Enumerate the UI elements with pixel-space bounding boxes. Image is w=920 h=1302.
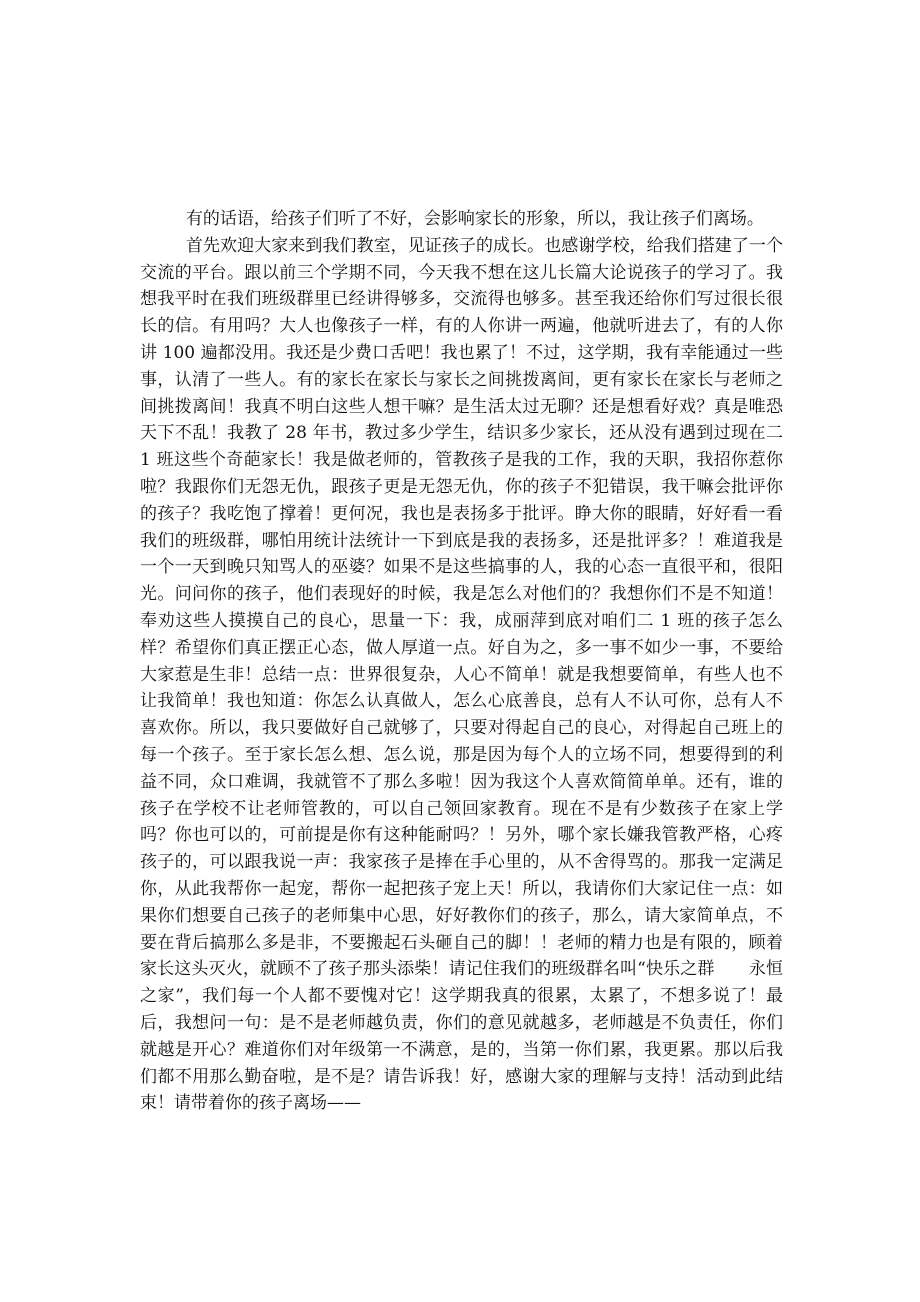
paragraph-intro: 有的话语，给孩子们听了不好，会影响家长的形象，所以，我让孩子们离场。	[185, 209, 764, 229]
document-body	[140, 206, 783, 1117]
paragraph-speech: 首先欢迎大家来到我们教室，见证孩子的成长。也感谢学校，给我们搭建了一个交流的平台。跟以前三个学期不同，今天我不想在这儿长篇大论说孩子的学习了。我想我平时在我们班级群里已经讲得够多，交流得也够多。甚至我还给你们写过很长很长的信。有用吗？大人也像孩子一样，有的人你讲一两遍，他就听进去了，有的人你讲 100 遍都没用。我还是少费口舌吧！我也累了！不过，这学期，我有幸能通过一些事，认清了一些人。有的家长在家长与家长之间挑拨离间，更有家长在家长与老师之间挑拨离间！我真不明白这些人想干嘛？是生活太过无聊？还是想看好戏？真是唯恐天下不乱！我教了 28 年书，教过多少学生，结识多少家长，还从没有遇到过现在二 1 班这些个奇葩家长！我是做老师的，管教孩子是我的工作，我的天职，我招你惹你啦？我跟你们无怨无仇，跟孩子更是无怨无仇，你的孩子不犯错误，我干嘛会批评你的孩子？我吃饱了撑着！更何况，我也是表扬多于批评。睁大你的眼睛，好好看一看我们的班级群，哪怕用统计法统计一下到底是我的表扬多，还是批评多？！难道我是一个一天到晚只知骂人的巫婆？如果不是这些搞事的人，我的心态一直很平和，很阳光。问问你的孩子，他们表现好的时候，我是怎么对他们的？我想你们不是不知道！奉劝这些人摸摸自己的良心，思量一下：我，成丽萍到底对咱们二 1 班的孩子怎么样？希望你们真正摆正心态，做人厚道一点。好自为之，多一事不如少一事，不要给大家惹是生非！总结一点：世界很复杂，人心不简单！就是我想要简单，有些人也不让我简单！我也知道：你怎么认真做人，怎么心底善良，总有人不认可你，总有人不喜欢你。所以，我只要做好自己就够了，只要对得起自己的良心，对得起自己班上的每一个孩子。至于家长怎么想、怎么说，那是因为每个人的立场不同，想要得到的利益不同，众口难调，我就管不了那么多啦！因为我这个人喜欢简简单单。还有，谁的孩子在学校不让老师管教的，可以自己领回家教育。现在不是有少数孩子在家上学吗？你也可以的，可前提是你有这种能耐吗？！另外，哪个家长嫌我管教严格，心疼孩子的，可以跟我说一声：我家孩子是捧在手心里的，从不舍得骂的。那我一定满足你，从此我帮你一起宠，帮你一起把孩子宠上天！所以，我请你们大家记住一点：如果你们想要自己孩子的老师集中心思，好好教你们的孩子，那么，请大家简单点，不要在背后搞那么多是非，不要搬起石头砸自己的脚！！老师的精力也是有限的，顾着家长这头灭火，就顾不了孩子那头添柴！请记住我们的班级群名叫“快乐之群 永恒之家”，我们每一个人都不要愧对它！这学期我真的很累，太累了，不想多说了！最后，我想问一句：是不是老师越负责，你们的意见就越多，老师越是不负责任，你们就越是开心？难道你们对年级第一不满意，是的，当第一你们累，我更累。那以后我们都不用那么勤奋啦，是不是？请告诉我！好，感谢大家的理解与支持！活动到此结束！请带着你的孩子离场——	[140, 235, 783, 1114]
